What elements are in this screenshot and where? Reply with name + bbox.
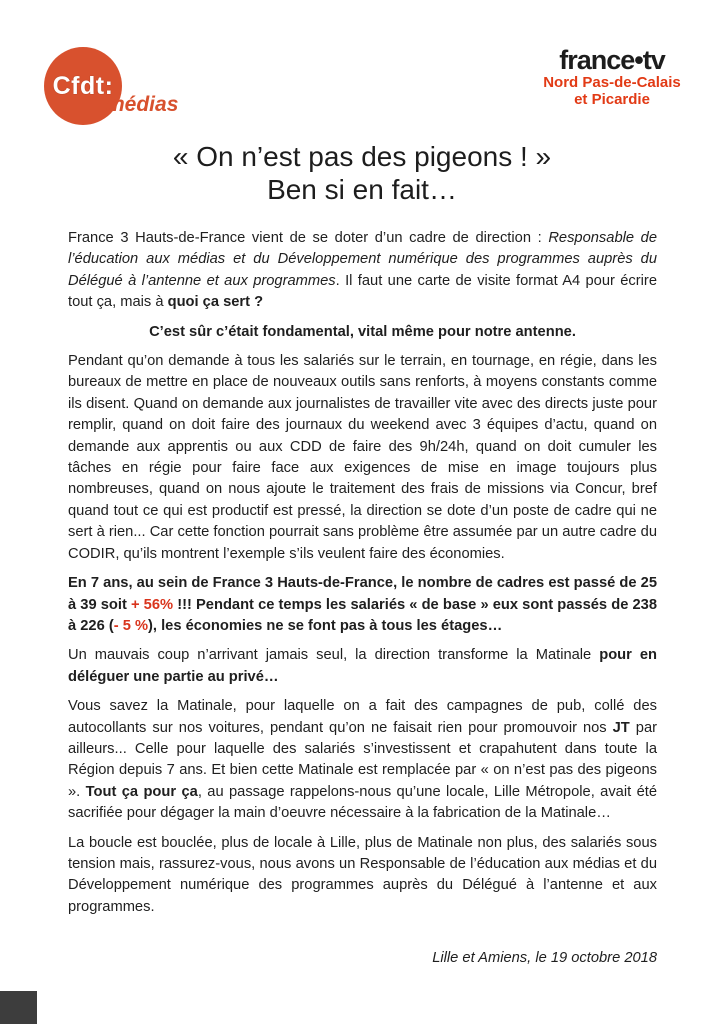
title-line1: « On n’est pas des pigeons ! » — [172, 141, 552, 172]
corner-artifact — [0, 991, 37, 1024]
document-title — [0, 140, 724, 206]
paragraph-matinale-history: Vous savez la Matinale, pour laquelle on a fait des campagnes de pub, collé des autocollants sur nos voitures, pendant qu’on ne faisait rien pour promouvoir nos JT par ailleurs... Celle pour laquelle des salariés s’investissent et crapahutent dans toute la Région depuis 7 ans. Et bien cette Matinale est remplacée par « on n’est pas des pigeons ». Tout ça pour ça, au passage rappelons-nous qu’une locale, Lille Métropole, avait été sacrifiée pour dégager la main d’oeuvre nécessaire à la fabrication de la Matinale… — [68, 698, 657, 822]
cfdt-logo-text: Cfdt: — [52, 71, 114, 100]
dateline: Lille et Amiens, le 19 octobre 2018 — [432, 950, 657, 967]
cfdt-logo-subtitle: médias — [106, 93, 179, 116]
document-body — [68, 228, 657, 970]
paragraph-matinale-private: Un mauvais coup n’arrivant jamais seul, la direction transforme la Matinale pour en déléguer une partie au privé… — [68, 647, 658, 685]
francetv-logo — [527, 46, 697, 108]
francetv-region-line1: Nord Pas-de-Calais — [543, 74, 681, 91]
paragraph-figures: En 7 ans, au sein de France 3 Hauts-de-France, le nombre de cadres est passé de 25 à 39 soit + 56% !!! Pendant ce temps les salariés « de base » eux sont passés de 238 à 226 (- 5 %), les économies ne se font pas à tous les étages… — [68, 575, 657, 634]
paragraph-conclusion: La boucle est bouclée, plus de locale à Lille, plus de Matinale non plus, des salariés sous tension mais, rassurez-vous, nous avons un Responsable de l’éducation aux médias et du Développement numérique des programmes auprès du Délégué à l’antenne et aux programmes. — [68, 834, 657, 915]
paragraph-workload: Pendant qu’on demande à tous les salariés sur le terrain, en tournage, en régie, dans les bureaux de mettre en place de nouveaux outils sans renforts, à moyens constants comme ils disent. Quand on demande aux journalistes de travailler vite avec des directs juste pour remplir, quand on doit faire des journaux du weekend avec 3 équipes d’actu, quand on demande aux apprentis ou aux CDD de faire des 9h/24h, quand on doit cumuler les tâches en régie pour faire face aux exigences de mise en image toujours plus nombreuses, quand on nous ajoute le traitement des frais de missions via Concur, bref quand tout ce qui est productif est pressé, la direction se dote d’un poste de cadre qui ne sert à rien... Car cette fonction pourrait sans problème être assumée par un autre cadre du CODIR, qu’ils montrent l’exemple s’ils veulent faire des économies. — [68, 353, 657, 562]
paragraph-statement: C’est sûr c’était fondamental, vital même pour notre antenne. — [149, 323, 576, 340]
cfdt-medias-logo — [44, 47, 179, 125]
francetv-brand-text: france•tv — [559, 45, 665, 75]
paragraph-intro: France 3 Hauts-de-France vient de se doter d’un cadre de direction : Responsable de l’éducation aux médias et du Développement numérique des programmes auprès du Délégué à l’antenne et aux programmes. Il faut une carte de visite format A4 pour écrire tout ça, mais à quoi ça sert ? — [68, 230, 658, 311]
title-line2: Ben si en fait… — [267, 174, 457, 205]
francetv-region-line2: et Picardie — [574, 91, 650, 108]
